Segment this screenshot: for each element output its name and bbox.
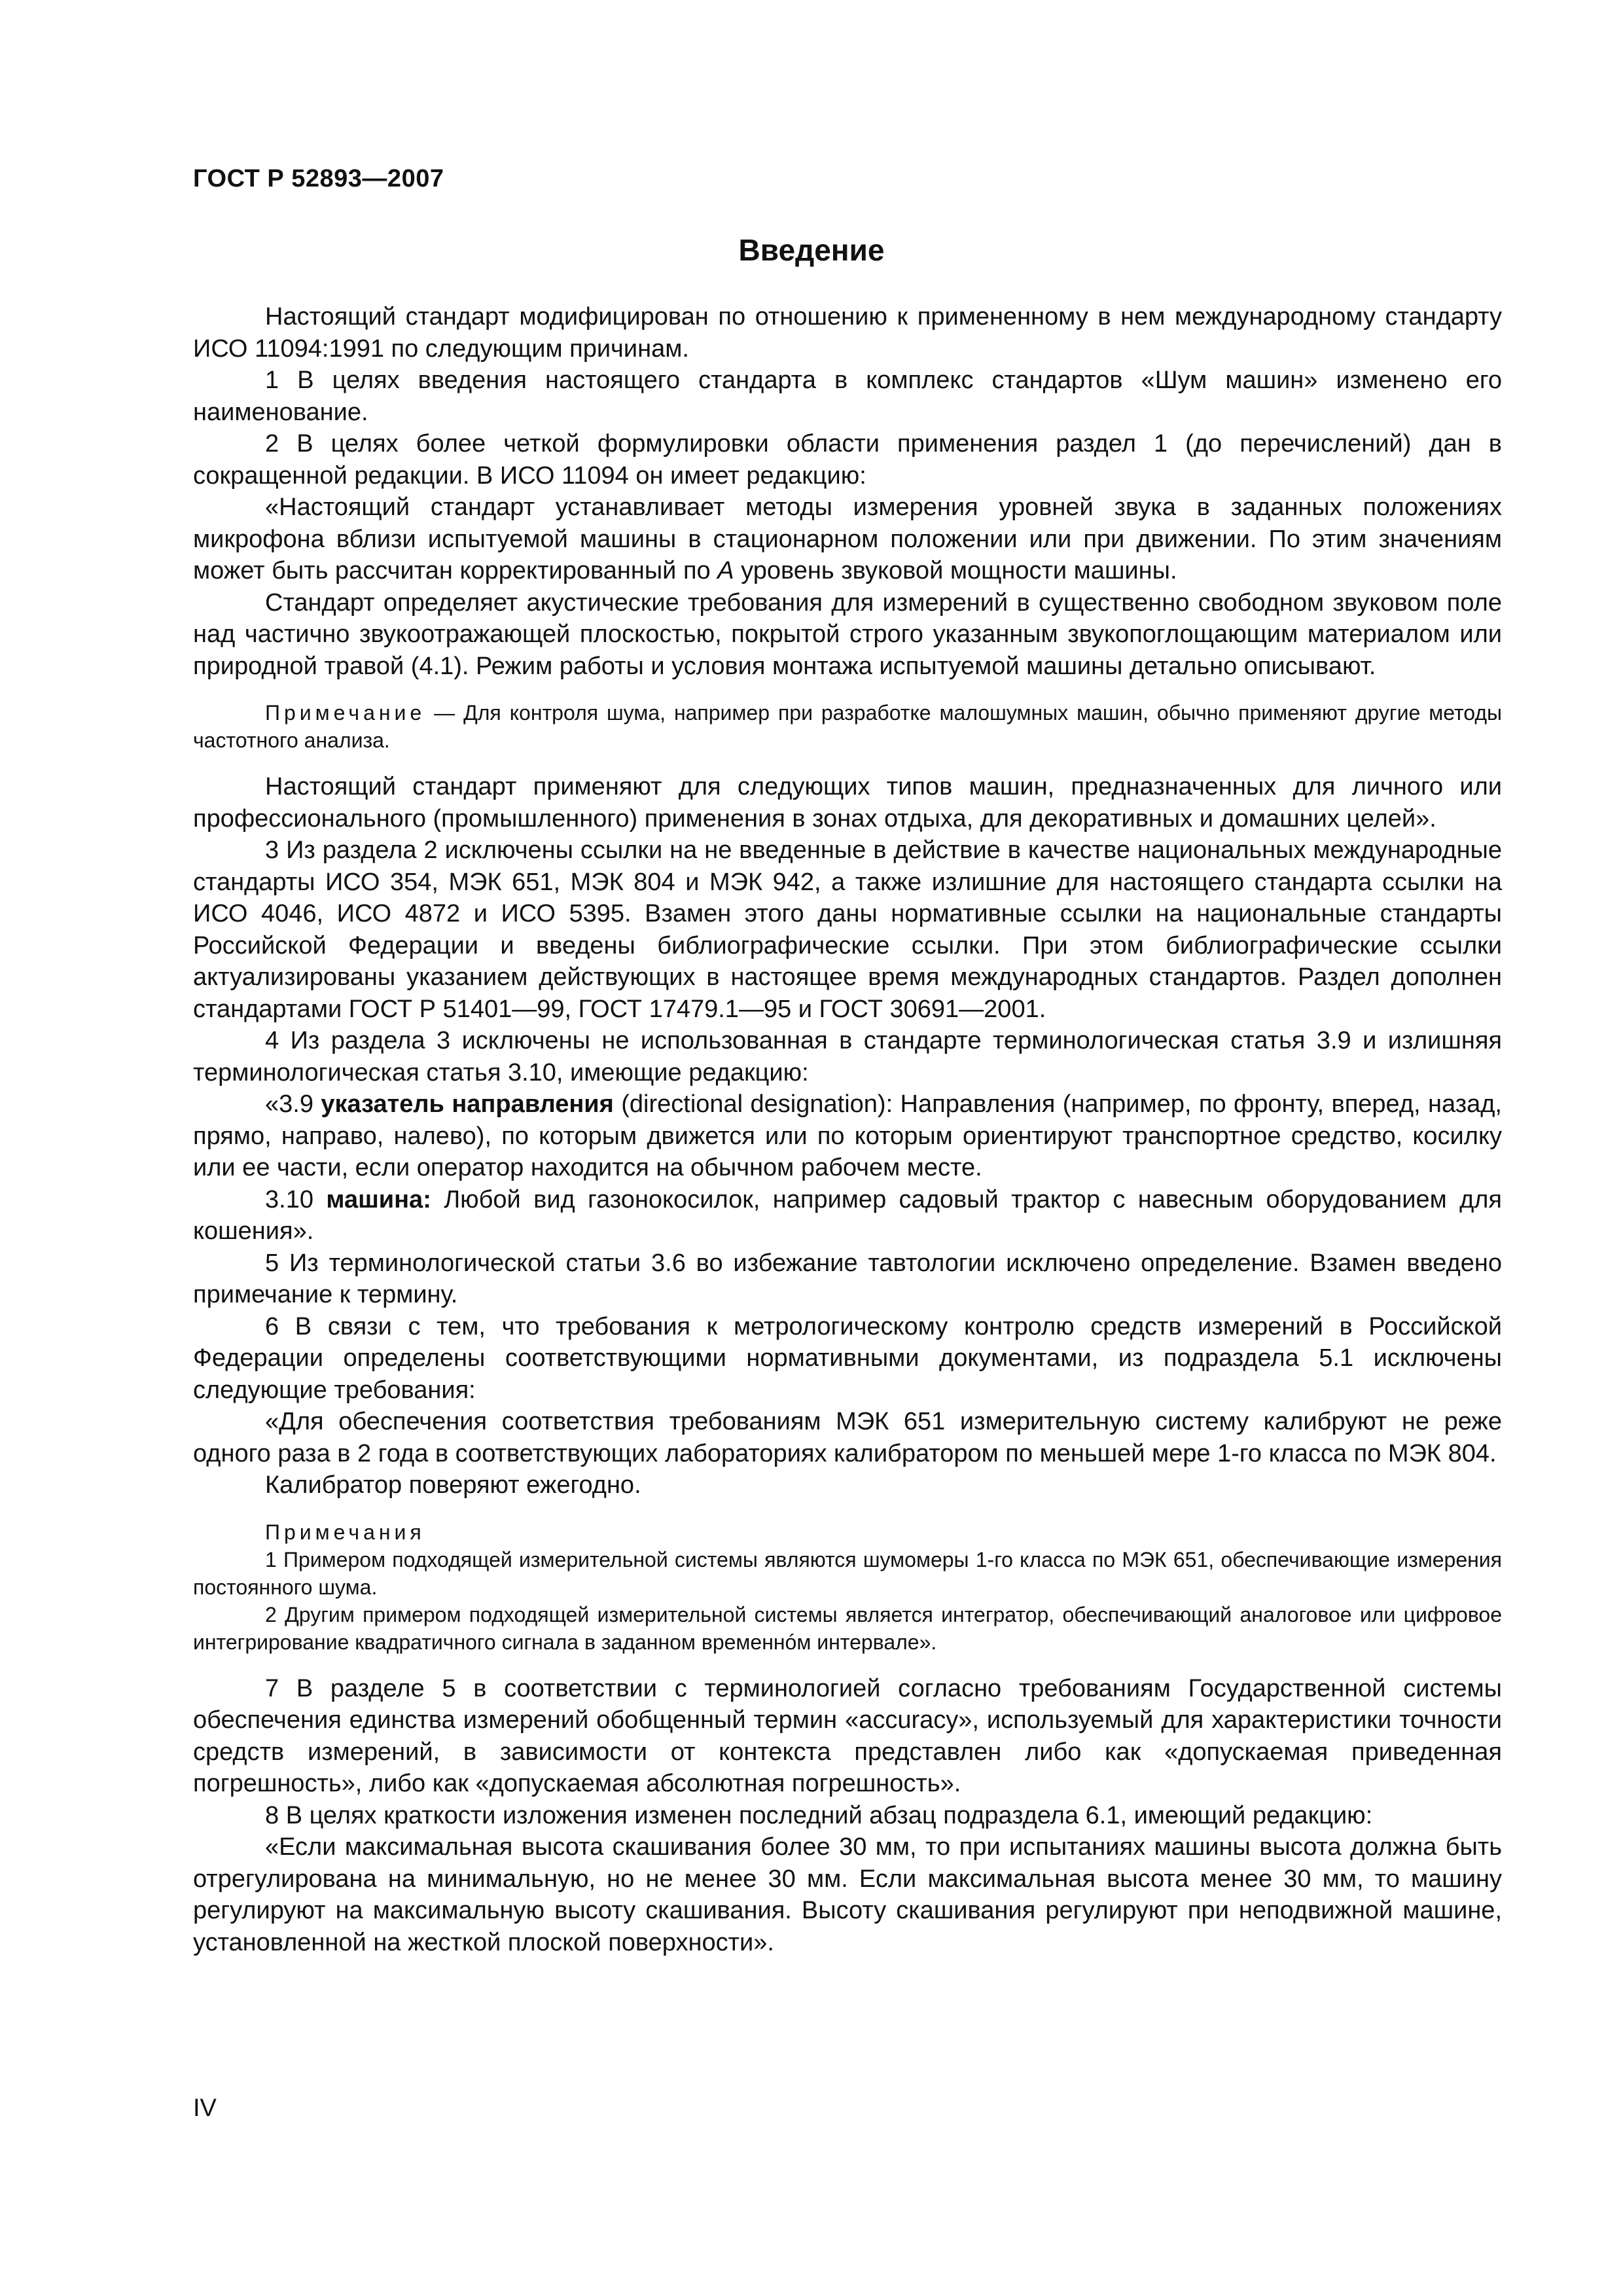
term-3-9-number: «3.9 [265,1090,321,1118]
note-text: — Для контроля шума, например при разработке малошумных машин, обычно применяют другие методы частотного анализа. [193,701,1502,752]
note-sound-level-meters: 1 Примером подходящей измерительной системы являются шумомеры 1-го класса по МЭК 651, обеспечивающие измерения постоянного шума. [193,1547,1502,1599]
note-label: Примечание [265,701,426,725]
paragraph-quote-mowing-height: «Если максимальная высота скашивания более 30 мм, то при испытаниях машины высота должна быть отрегулирована на минимальную, но не менее 30 мм. Если максимальная высота менее 30 мм, то машину регулируют на максимальную высоту скашивания. Высоту скашивания регулируют при неподвижной машине, установленной на жесткой плоской поверхности». [193,1833,1502,1956]
paragraph-item-2: 2 В целях более четкой формулировки области применения раздел 1 (до перечислений) дан в сокращенной редакции. В ИСО 11094 он имеет редакцию: [193,430,1502,490]
paragraph-quote-calibration: «Для обеспечения соответствия требованиям МЭК 651 измерительную систему калибруют не реже одного раза в 2 года в соответствующих лабораториях калибратором по меньшей мере 1-го класса по МЭК 804. [193,1408,1502,1467]
paragraph-item-1: 1 В целях введения настоящего стандарта в комплекс стандартов «Шум машин» изменено его наименование. [193,367,1502,426]
paragraph-quote-scope [193,492,1502,587]
paragraph-item-8: 8 В целях краткости изложения изменен последний абзац подраздела 6.1, имеющий редакцию: [265,1801,1373,1829]
paragraph-term-3-10 [193,1184,1502,1247]
notes-label: Примечания [265,1520,425,1544]
term-3-9-definition: (directional designation): Направления (например, по фронту, вперед, назад, прямо, направо, налево), по которым движется или по которым ориентируют транспортное средство, косилку или ее части, если оператор находится на обычном рабочем месте. [193,1090,1502,1181]
paragraph-item-5: 5 Из терминологической статьи 3.6 во избежание тавтологии исключено определение. Взамен введено примечание к термину. [193,1249,1502,1308]
paragraph-item-7: 7 В разделе 5 в соответствии с терминологией согласно требованиям Государственной системы обеспечения единства измерений обобщенный термин «accuracy», используемый для характеристики точности средств измерений, в зависимости от контекста представлен либо как «допускаемая приведенная погрешность», либо как «допускаемая абсолютная погрешность». [193,1674,1502,1797]
paragraph-item-3: 3 Из раздела 2 исключены ссылки на не введенные в действие в качестве национальных международные стандарты ИСО 354, МЭК 651, МЭК 804 и МЭК 942, а также излишние для настоящего стандарта ссылки на ИСО 4046, ИСО 4872 и ИСО 5395. Взамен этого даны нормативные ссылки на национальные стандарты Российской Федерации и введены библиографические ссылки. При этом библиографические ссылки актуализированы указанием действующих в настоящее время международных стандартов. Раздел дополнен стандартами ГОСТ Р 51401—99, ГОСТ 17479.1—95 и ГОСТ 30691—2001. [193,836,1502,1023]
term-3-10-definition: Любой вид газонокосилок, например садовый трактор с навесным оборудованием для кошения». [193,1185,1502,1245]
paragraph-item-6: 6 В связи с тем, что требования к метрологическому контролю средств измерений в Российской Федерации определены соответствующими нормативными документами, из подраздела 5.1 исключены следующие требования: [193,1312,1502,1404]
quote-scope-italic: А [717,557,734,584]
quote-scope-text-a: «Настоящий стандарт устанавливает методы измерения уровней звука в заданных положениях микрофона вблизи испытуемой машины в стационарном положении или при движении. По этим значениям может быть рассчитан корректированный по [193,493,1502,584]
term-3-9-title: указатель направления [321,1090,614,1118]
document-id-header: ГОСТ Р 52893—2007 [193,165,444,192]
paragraph-standard-defines: Стандарт определяет акустические требования для измерений в существенно свободном звуковом поле над частично звукоотражающей плоскостью, покрытой строго указанным звукопоглощающим материалом или природной травой (4.1). Режим работы и условия монтажа испытуемой машины детально описывают. [193,588,1502,680]
paragraph-item-4: 4 Из раздела 3 исключены не использованная в стандарте терминологическая статья 3.9 и излишняя терминологическая статья 3.10, имеющие редакцию: [193,1027,1502,1086]
term-3-10-number: 3.10 [265,1185,327,1213]
paragraph-machine-types: Настоящий стандарт применяют для следующих типов машин, предназначенных для личного или профессионального (промышленного) применения в зонах отдыха, для декоративных и домашних целей». [193,773,1502,833]
paragraph-intro: Настоящий стандарт модифицирован по отношению к примененному в нем международному стандарту ИСО 11094:1991 по следующим причинам. [193,303,1502,363]
paragraph-term-3-9 [193,1088,1502,1184]
document-body [193,301,1502,1958]
term-3-10-title: машина: [326,1185,431,1213]
note-frequency-analysis [193,699,1502,754]
note-integrator: 2 Другим примером подходящей измерительной системы является интегратор, обеспечивающий аналоговое или цифровое интегрирование квадратичного сигнала в заданном временнóм интервале». [193,1602,1502,1654]
page-number: IV [193,2094,217,2122]
paragraph-calibrator: Калибратор поверяют ежегодно. [265,1471,641,1499]
section-title: Введение [738,233,885,267]
quote-scope-text-b: уровень звуковой мощности машины. [734,557,1177,584]
